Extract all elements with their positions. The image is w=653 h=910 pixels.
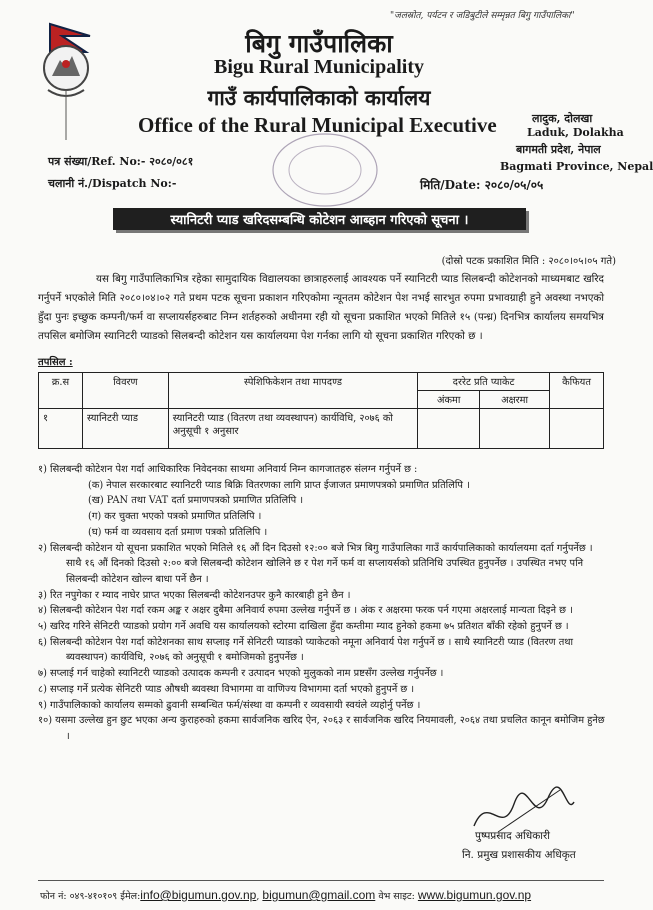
municipality-name-en: Bigu Rural Municipality [213,56,425,78]
cell-words [480,409,550,449]
header-spec: स्पेशिफिकेशन तथा मापदण्ड [168,373,417,409]
header-fig: अंकमा [418,391,480,409]
reprint-note: (दोस्रो पटक प्रकाशित मिति : २०८०।०५।०५ गते) [441,256,616,267]
cell-fig [418,409,480,449]
office-name-np: गाउँ कार्यपालिकाको कार्यालय [207,85,431,110]
date: मिति/Date: २०८०/०५/०५ [420,178,544,192]
footer-web-label: वेभ साइट: [378,891,415,902]
condition-subitem: (ख) PAN तथा VAT दर्ता प्रमाणपत्रको प्रमाणित प्रतिलिपि । [88,495,304,507]
conditions-list [38,462,608,745]
motto: "जलस्रोत, पर्यटन र जडिबुटीले सम्मृन्नत बिगु गाउँपालिका" [390,11,575,21]
cell-remarks [550,409,604,449]
dispatch-no: चलानी नं./Dispatch No:- [48,177,177,190]
header-words: अक्षरमा [480,391,550,409]
condition-item: ३) रित नपुगेका र म्याद नाघेर प्राप्त भएका सिलबन्दी कोटेशनउपर कुनै कारबाही हुने छैन । [38,589,351,601]
cell-spec: स्यानिटरी प्याड (वितरण तथा व्यवस्थापन) कार्यविधि, २०७६ को अनुसूची १ अनुसार [168,409,417,449]
website-link[interactable]: www.bigumun.gov.np [417,888,532,902]
office-stamp-icon [270,130,380,210]
condition-item: ९) गाउँपालिकाको कार्यालय सम्मको ढुवानी सम्बन्धित फर्म/संस्था वा कम्पनी र व्यवसायी स्वयंले व्यहोर्नु पर्नेछ । [38,699,421,711]
header-desc: विवरण [82,373,168,409]
province-en: Bagmati Province, Nepal [500,160,653,173]
header-remarks: कैफियत [550,373,604,409]
condition-item: २) सिलबन्दी कोटेशन यो सूचना प्रकाशित भएको मितिले १६ औं दिन दिउसो १२:०० बजे भित्र बिगु गाउँपालिका गाउँ कार्यपालिकाको कार्यालयमा दर्ता गर्नुपर्नेछ । साथै १६ औं दिनको दिउसो २:०० बजे सिलबन्दी कोटेशन खोलिने छ र पेश गर्ने फर्म वा सप्लायर्सको प्रतिनिधि उपस्थित हुनुपर्नेछ । उपस्थित नभए पनि सिलबन्दी कोटेशन खोल्न बाधा पर्ने छैन । [38,542,593,585]
condition-item: ६) सिलबन्दी कोटेशन पेश गर्दा कोटेशनका साथ सप्लाइ गर्ने सेनिटरी प्याडको प्याकेटको नमूना अनिवार्य पेश गर्नुपर्ने छ । साथै स्यानिटरी प्याड (वितरण तथा ब्यवस्थापन) कार्यविधि, २०७६ को अनुसूची १ बमोजिमको हुनुपर्नेछ । [38,636,574,664]
condition-item: १) सिलबन्दी कोटेशन पेश गर्दा आधिकारिक निवेदनका साथमा अनिवार्य निम्न कागजातहरु संलग्न गर्नुपर्ने छ : [38,464,418,475]
footer: फोन नं: ०४९-४१०१०९ ईमेल:info@bigumun.gov.np, bigumun@gmail.com वेभ साइट: www.bigumun.gov.np [40,888,532,902]
signatory-designation: नि. प्रमुख प्रशासकीय अधिकृत [462,849,576,861]
condition-subitem: (घ) फर्म वा व्यवसाय दर्ता प्रमाण पत्रको प्रतिलिपि । [88,526,268,538]
intro-paragraph: यस बिगु गाउँपालिकाभित्र रहेका सामुदायिक विद्यालयका छात्राहरुलाई आवश्यक पर्ने स्यानिटरी प्याड सिलबन्दी कोटेशनको माध्यमबाट खरिद गर्नुपर्ने भएकोले मिति २०८०।०४।०२ गते प्रथम पटक सूचना प्रकाशन गरिएकोमा न्यूनतम कोटेशन पेश नभई सारभुत रुपमा प्रभावग्राही हुने अवस्था नभएकाे हुँदा पुनः इच्छुक कम्पनी/फर्म वा सप्लायर्सहरुबाट निम्न शर्तहरुको अधीनमा रही यो सूचना प्रकाशित भएको मितिले १५ (पन्ध्र) दिनभित्र कार्यालय समयभित्र तपसिल बमोजिम स्यानिटरी प्याडको सिलबन्दी कोटेशन यस कार्यालयमा पेश गर्नका लागि यो सूचना प्रकाशित गरिएको छ । [38,273,604,342]
office-name-en: Office of the Rural Municipal Executive [138,113,497,137]
email-link-info[interactable]: info@bigumun.gov.np [140,888,257,902]
header-sn: क्र.स [39,373,83,409]
notice-title: स्यानिटरी प्याड खरिदसम्बन्धि कोटेशन आब्हान गरिएको सूचना । [113,208,526,230]
address-np: लादुक, दोलखा [532,112,593,125]
tapsil-label: तपसिल : [38,357,73,368]
condition-item: ५) खरिद गरिने सेनिटरी प्याडको प्रयोग गर्ने अवधि यस कार्यालयको स्टोरमा दाखिला हुँदा कम्तीमा म्याद हुनेको हकमा ७५ प्रतिशत बाँकी रहेको हुनुपर्ने छ । [38,621,569,633]
province-np: बागमती प्रदेश, नेपाल [516,143,601,156]
condition-item: १०) यसमा उल्लेख हुन छुट भएका अन्य कुराहरुको हकमा सार्वजनिक खरिद ऐन, २०६३ र सार्वजनिक खरिद नियमावली, २०६४ तथा प्रचलित कानून बमोजिम हुनेछ । [38,715,605,742]
footer-divider [38,880,604,881]
address-en: Laduk, Dolakha [527,126,624,139]
header-rate: दररेट प्रति प्याकेट [418,373,550,391]
table-row [39,409,604,449]
condition-item: ४) सिलबन्दी कोटेशन पेश गर्दा रकम अङ्क र अक्षर दुबैमा अनिवार्य रुपमा उल्लेख गर्नुपर्ने छ । अंक र अक्षरमा फरक पर्न गएमा अक्षरलाई मान्यता दिइने छ । [38,605,573,617]
cell-desc: स्यानिटरी प्याड [82,409,168,449]
email-link-gmail[interactable]: bigumun@gmail.com [262,888,376,902]
municipality-name-np: बिगु गाउँपालिका [245,29,393,58]
condition-item: ७) सप्लाई गर्न चाहेको स्यानिटरी प्याडको उत्पादक कम्पनी र उत्पादन भएको मुलुकको नाम प्रष्टसँग उल्लेख गर्नुपर्नेछ । [38,668,444,680]
condition-subitem: (ग) कर चुक्ता भएको पत्रको प्रमाणित प्रतिलिपि । [88,511,262,523]
signatory-name: पुष्पप्रसाद अधिकारी [475,830,551,842]
cell-sn: १ [39,409,83,449]
ref-no: पत्र संख्या/Ref. No:- २०८०/०८१ [48,155,194,168]
items-table [38,372,604,449]
footer-phone: फोन नं: ०४९-४१०१०९ [40,891,118,902]
condition-subitem: (क) नेपाल सरकारबाट स्यानिटरी प्याड बिक्रि वितरणका लागि प्राप्त ईजाजत प्रमाणपत्रको प्रमाणित प्रतिलिपि । [88,479,470,491]
condition-item: ८) सप्लाइ गर्ने प्रत्येक सेनिटरी प्याड औषधी ब्यवस्था विभागमा वा वाणिज्य विभागमा दर्ता भएको हुनुपर्ने छ । [38,683,415,695]
footer-email-label: ईमेल: [120,891,141,902]
